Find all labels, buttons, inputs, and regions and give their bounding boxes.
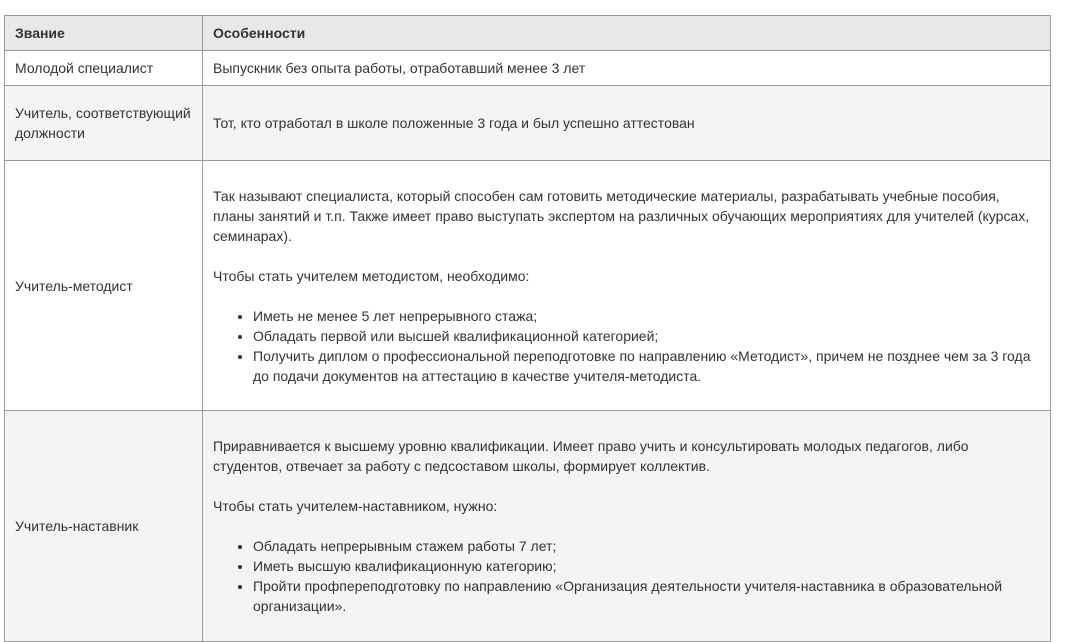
header-features: Особенности xyxy=(203,16,1051,51)
features-cell xyxy=(203,86,1051,161)
requirements-intro: Чтобы стать учителем-наставником, нужно: xyxy=(213,498,498,514)
header-rank: Звание xyxy=(5,16,203,51)
table-header-row xyxy=(5,16,1051,51)
features-text: Тот, кто отработал в школе положенные 3 года и был успешно аттестован xyxy=(213,115,695,131)
list-item: • Получить диплом о профессиональной переподготовке по направлению «Методист», причем не позднее чем за 3 года до подачи документов на аттестацию в качестве учителя-методиста. xyxy=(253,346,1040,386)
table-row xyxy=(5,86,1051,161)
requirements-list xyxy=(213,536,1040,616)
table-row xyxy=(5,161,1051,411)
list-item: • Обладать непрерывным стажем работы 7 лет; xyxy=(253,536,1040,556)
rank-cell: Молодой специалист xyxy=(5,51,203,86)
requirements-intro: Чтобы стать учителем методистом, необходимо: xyxy=(213,267,530,284)
table-row xyxy=(5,411,1051,642)
list-item: • Обладать первой или высшей квалификационной категорией; xyxy=(253,326,1040,346)
table-row xyxy=(5,51,1051,86)
features-text: Выпускник без опыта работы, отработавший менее 3 лет xyxy=(213,60,586,76)
features-cell xyxy=(203,161,1051,411)
rank-cell: Учитель-методист xyxy=(5,161,203,411)
list-item: • Иметь высшую квалификационную категорию; xyxy=(253,556,1040,576)
features-cell xyxy=(203,51,1051,86)
features-text: Приравнивается к высшему уровню квалификации. Имеет право учить и консультировать молодых педагогов, либо студентов, отвечает за работу с педсоставом школы, формирует коллектив. xyxy=(213,438,969,474)
rank-cell: Учитель-наставник xyxy=(5,411,203,642)
list-item: • Пройти профпереподготовку по направлению «Организация деятельности учителя-наставника в образовательной организации». xyxy=(253,576,1040,616)
requirements-list xyxy=(213,306,1040,386)
rank-cell: Учитель, соответствующий должности xyxy=(5,86,203,161)
list-item: • Иметь не менее 5 лет непрерывного стажа; xyxy=(253,306,1040,326)
features-cell xyxy=(203,411,1051,642)
ranks-table xyxy=(4,15,1051,642)
features-text: Так называют специалиста, который способен сам готовить методические материалы, разрабатывать учебные пособия, планы занятий и т.п. Также имеет право выступать экспертом на различных обучающих мероприятиях для учителей (курсах, семинарах). xyxy=(213,187,1030,244)
